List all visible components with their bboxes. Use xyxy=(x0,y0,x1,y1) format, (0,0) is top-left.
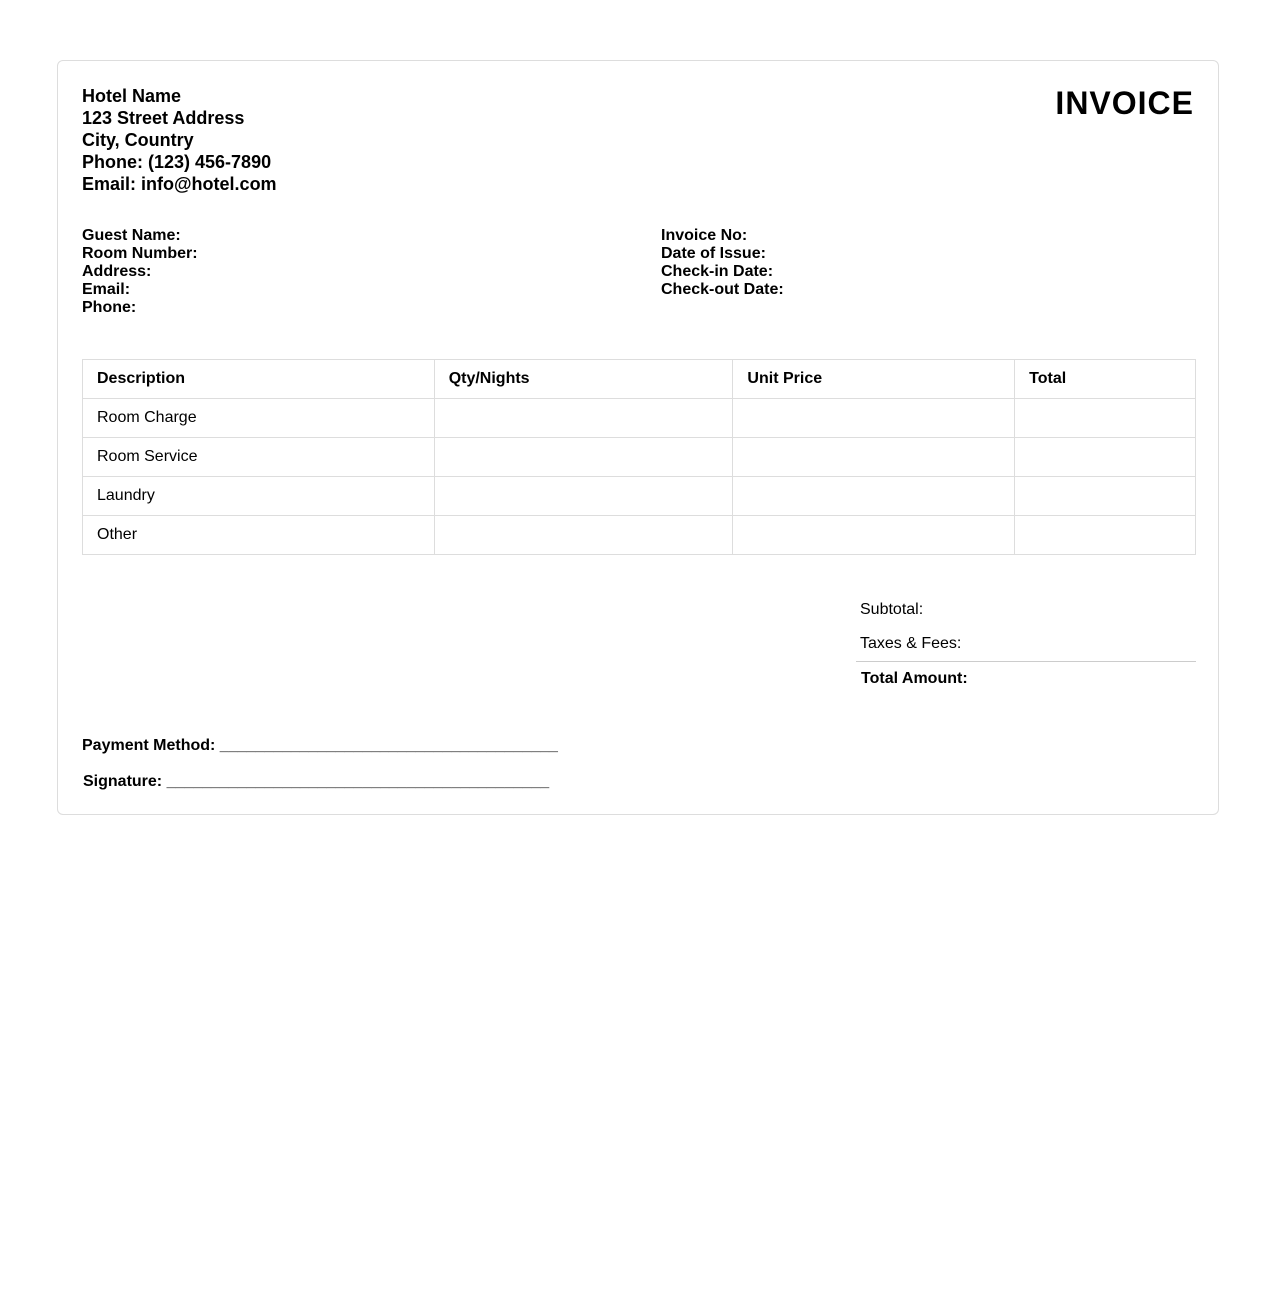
check-in-date-label: Check-in Date: xyxy=(661,263,774,280)
cell-description: Room Service xyxy=(83,438,435,477)
cell-description: Other xyxy=(83,516,435,555)
room-number-label: Room Number: xyxy=(82,245,198,262)
hotel-address: 123 Street Address xyxy=(82,108,245,128)
cell-total xyxy=(1015,516,1196,555)
signature-line: Signature: ___________________________________________ xyxy=(83,773,550,790)
invoice-title: INVOICE xyxy=(1055,85,1194,121)
invoice-details xyxy=(661,227,784,299)
table-header-row xyxy=(83,360,1196,399)
header-description: Description xyxy=(83,360,435,399)
items-table xyxy=(82,359,1196,555)
hotel-email: Email: info@hotel.com xyxy=(82,174,277,194)
cell-description: Room Charge xyxy=(83,399,435,438)
cell-qty xyxy=(434,477,733,516)
cell-unit-price xyxy=(733,399,1015,438)
invoice-card xyxy=(57,60,1219,815)
subtotal-label: Subtotal: xyxy=(860,601,924,618)
header-unit-price: Unit Price xyxy=(733,360,1015,399)
cell-total xyxy=(1015,399,1196,438)
table-row xyxy=(83,399,1196,438)
guest-details xyxy=(82,227,198,317)
cell-unit-price xyxy=(733,438,1015,477)
payment-method-line: Payment Method: ______________________________________ xyxy=(82,737,558,754)
taxes-fees-label: Taxes & Fees: xyxy=(860,635,962,652)
cell-unit-price xyxy=(733,477,1015,516)
hotel-info xyxy=(82,85,277,195)
cell-qty xyxy=(434,438,733,477)
date-of-issue-label: Date of Issue: xyxy=(661,245,766,262)
cell-unit-price xyxy=(733,516,1015,555)
check-out-date-label: Check-out Date: xyxy=(661,281,784,298)
header-qty-nights: Qty/Nights xyxy=(434,360,733,399)
cell-total xyxy=(1015,477,1196,516)
invoice-no-label: Invoice No: xyxy=(661,227,748,244)
table-row xyxy=(83,438,1196,477)
hotel-city-country: City, Country xyxy=(82,130,194,150)
hotel-phone: Phone: (123) 456-7890 xyxy=(82,152,272,172)
cell-qty xyxy=(434,516,733,555)
table-row xyxy=(83,477,1196,516)
guest-name-label: Guest Name: xyxy=(82,227,181,244)
guest-address-label: Address: xyxy=(82,263,152,280)
cell-qty xyxy=(434,399,733,438)
cell-description: Laundry xyxy=(83,477,435,516)
cell-total xyxy=(1015,438,1196,477)
total-amount-label: Total Amount: xyxy=(856,661,1196,696)
hotel-name: Hotel Name xyxy=(82,86,182,106)
header-total: Total xyxy=(1015,360,1196,399)
table-row xyxy=(83,516,1196,555)
guest-email-label: Email: xyxy=(82,281,131,298)
guest-phone-label: Phone: xyxy=(82,299,137,316)
summary xyxy=(856,593,1196,696)
